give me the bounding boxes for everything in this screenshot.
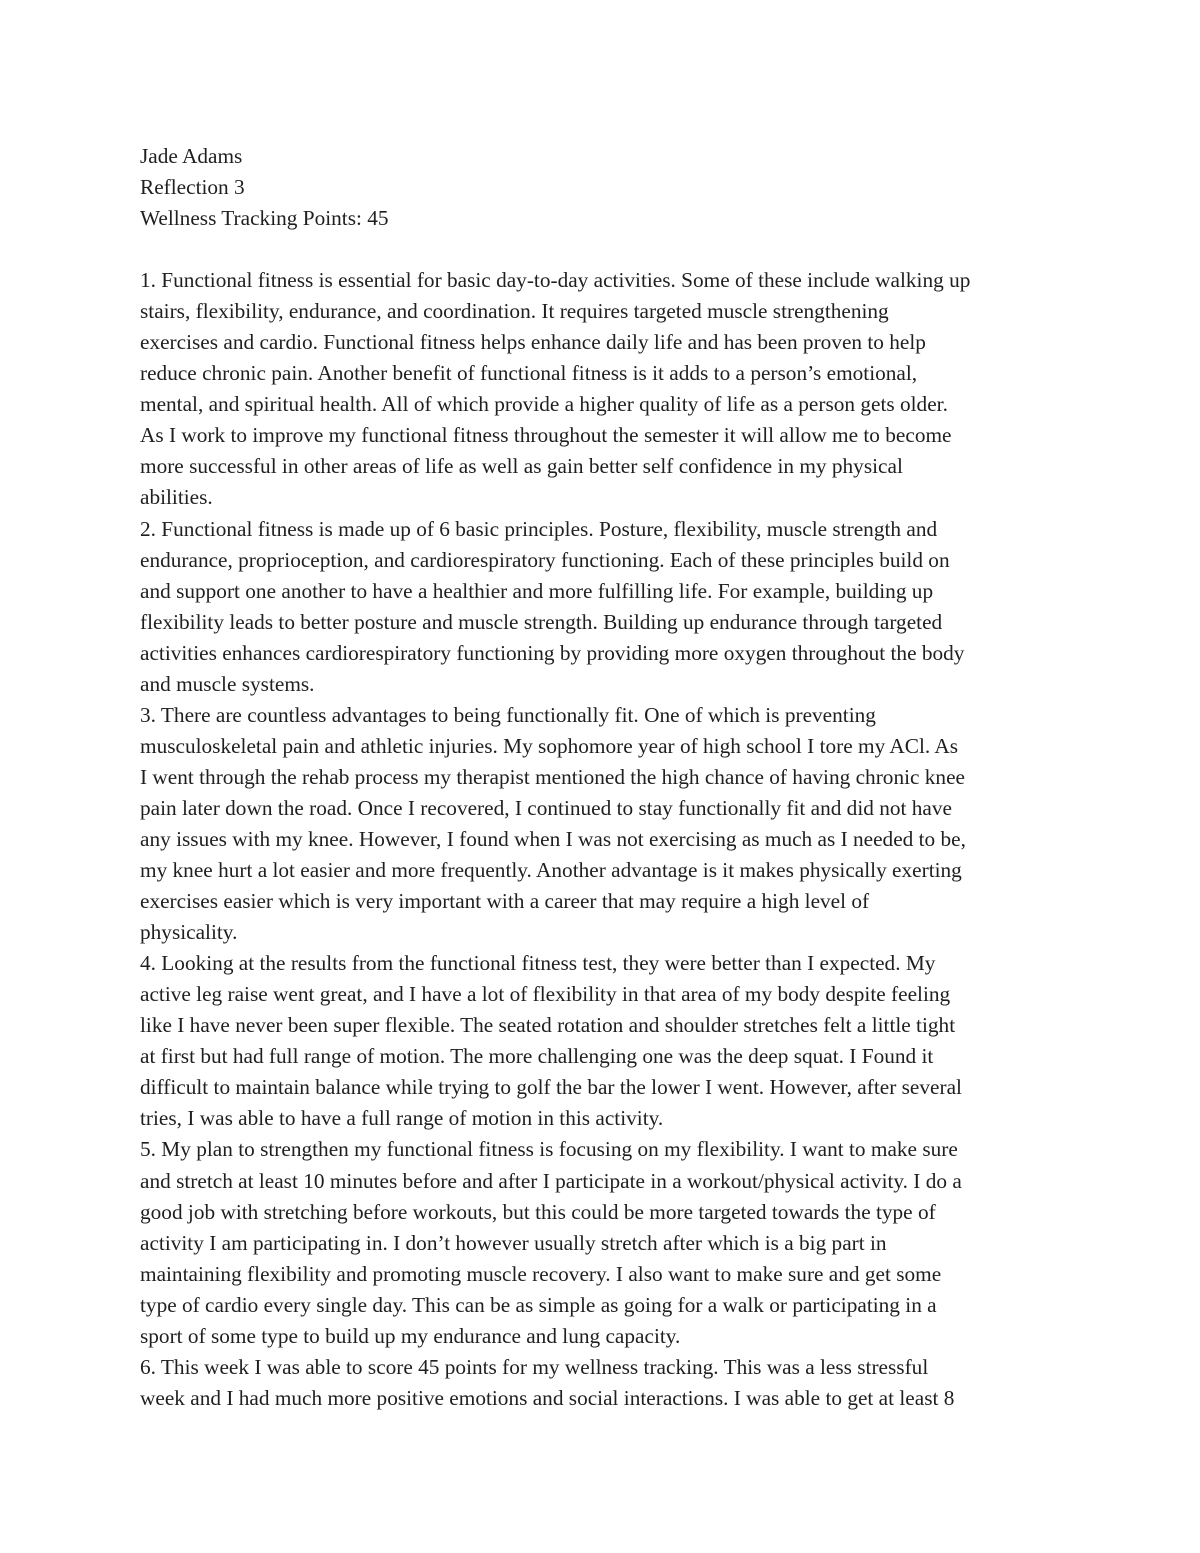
text-line: physicality. bbox=[140, 920, 238, 945]
text-line: activities enhances cardiorespiratory functioning by providing more oxygen throughout the body bbox=[140, 640, 965, 665]
text-line: abilities. bbox=[140, 485, 213, 510]
text-line: type of cardio every single day. This can be as simple as going for a walk or participating in a bbox=[140, 1292, 937, 1317]
text-line: good job with stretching before workouts, but this could be more targeted towards the type of bbox=[140, 1199, 936, 1224]
paragraph-5 bbox=[140, 1134, 1065, 1351]
document-title: Reflection 3 bbox=[140, 175, 245, 200]
text-line: I went through the rehab process my therapist mentioned the high chance of having chronic knee bbox=[140, 764, 965, 789]
text-line: pain later down the road. Once I recovered, I continued to stay functionally fit and did not have bbox=[140, 795, 952, 820]
text-line: tries, I was able to have a full range of motion in this activity. bbox=[140, 1106, 664, 1131]
text-line: more successful in other areas of life as well as gain better self confidence in my physical bbox=[140, 454, 903, 479]
text-line: like I have never been super flexible. The seated rotation and shoulder stretches felt a little tight bbox=[140, 1013, 956, 1038]
text-line: 3. There are countless advantages to being functionally fit. One of which is preventing bbox=[140, 702, 876, 727]
text-line: and support one another to have a healthier and more fulfilling life. For example, building up bbox=[140, 578, 934, 603]
text-line: stairs, flexibility, endurance, and coordination. It requires targeted muscle strengthening bbox=[140, 299, 889, 324]
paragraph-2 bbox=[140, 514, 1065, 700]
paragraph-1 bbox=[140, 265, 1065, 513]
text-line: at first but had full range of motion. The more challenging one was the deep squat. I Found it bbox=[140, 1044, 934, 1069]
text-line: musculoskeletal pain and athletic injuries. My sophomore year of high school I tore my ACl. As bbox=[140, 733, 959, 758]
text-line: flexibility leads to better posture and muscle strength. Building up endurance through targeted bbox=[140, 609, 943, 634]
text-line: 5. My plan to strengthen my functional fitness is focusing on my flexibility. I want to make sure bbox=[140, 1137, 958, 1162]
text-line: and muscle systems. bbox=[140, 671, 315, 696]
text-line: 4. Looking at the results from the functional fitness test, they were better than I expected. My bbox=[140, 951, 936, 976]
document-header bbox=[140, 141, 1065, 234]
text-line: week and I had much more positive emotions and social interactions. I was able to get at least 8 bbox=[140, 1385, 955, 1410]
text-line: sport of some type to build up my endurance and lung capacity. bbox=[140, 1323, 681, 1348]
text-line: exercises easier which is very important with a career that may require a high level of bbox=[140, 889, 870, 914]
wellness-points: Wellness Tracking Points: 45 bbox=[140, 206, 389, 231]
paragraph-4 bbox=[140, 948, 1065, 1134]
text-line: active leg raise went great, and I have a lot of flexibility in that area of my body despite feeling bbox=[140, 982, 951, 1007]
author-name: Jade Adams bbox=[140, 144, 243, 168]
text-line: 6. This week I was able to score 45 points for my wellness tracking. This was a less stressful bbox=[140, 1354, 929, 1379]
text-line: and stretch at least 10 minutes before and after I participate in a workout/physical activity. I do a bbox=[140, 1168, 962, 1193]
text-line: exercises and cardio. Functional fitness helps enhance daily life and has been proven to help bbox=[140, 330, 926, 355]
text-line: difficult to maintain balance while trying to golf the bar the lower I went. However, after several bbox=[140, 1075, 962, 1100]
text-line: As I work to improve my functional fitness throughout the semester it will allow me to become bbox=[140, 423, 952, 448]
text-line: reduce chronic pain. Another benefit of functional fitness is it adds to a person’s emotional, bbox=[140, 361, 918, 386]
paragraph-3 bbox=[140, 700, 1065, 948]
text-line: endurance, proprioception, and cardiorespiratory functioning. Each of these principles build on bbox=[140, 547, 950, 572]
text-line: 1. Functional fitness is essential for basic day-to-day activities. Some of these include walking up bbox=[140, 268, 971, 293]
text-line: any issues with my knee. However, I found when I was not exercising as much as I needed to be, bbox=[140, 826, 966, 851]
text-line: my knee hurt a lot easier and more frequently. Another advantage is it makes physically exerting bbox=[140, 858, 962, 883]
text-line: mental, and spiritual health. All of which provide a higher quality of life as a person gets older. bbox=[140, 392, 948, 417]
document-body bbox=[140, 141, 1065, 1414]
paragraph-6 bbox=[140, 1352, 1065, 1414]
text-line: activity I am participating in. I don’t however usually stretch after which is a big part in bbox=[140, 1230, 887, 1255]
text-line: maintaining flexibility and promoting muscle recovery. I also want to make sure and get some bbox=[140, 1261, 942, 1286]
text-line: 2. Functional fitness is made up of 6 basic principles. Posture, flexibility, muscle strength and bbox=[140, 516, 938, 541]
